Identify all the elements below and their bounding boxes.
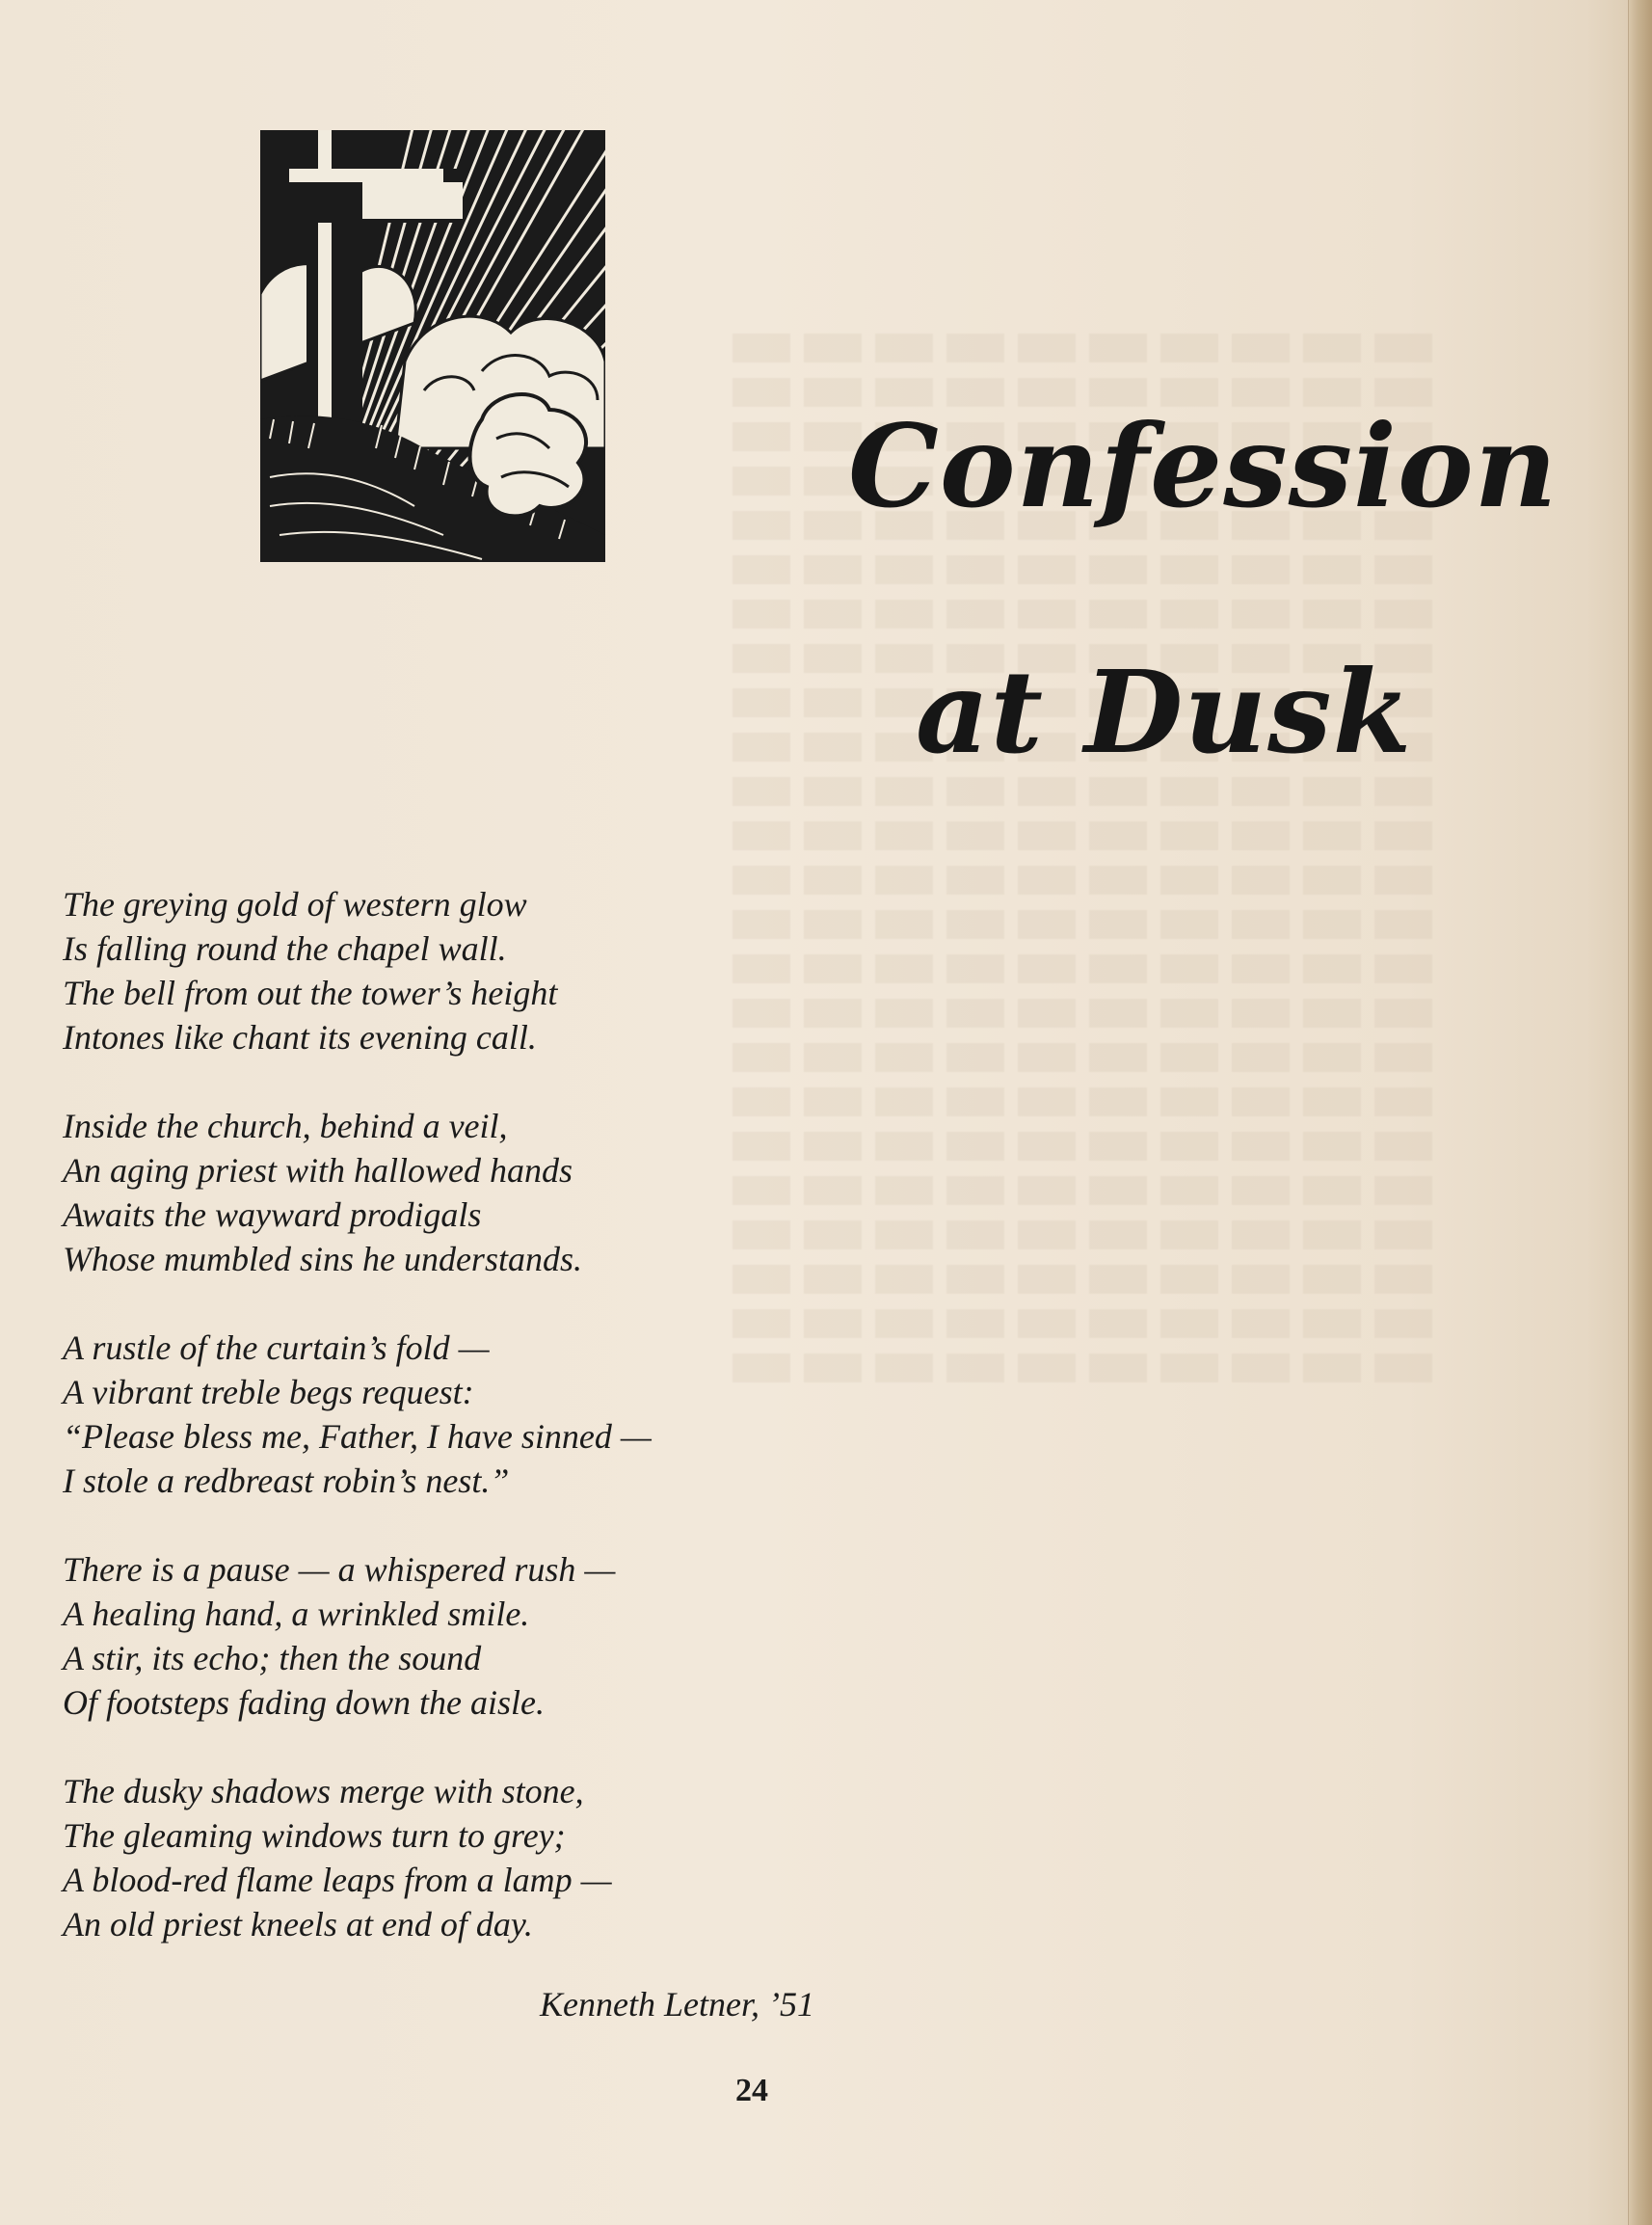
poem-line: I stole a redbreast robin’s nest.”: [63, 1461, 510, 1500]
stanza-4: [63, 1547, 795, 1725]
poem-line: The greying gold of western glow: [63, 885, 527, 924]
poem-line: The dusky shadows merge with stone,: [63, 1772, 584, 1810]
poem-line: Of footsteps fading down the aisle.: [63, 1683, 545, 1722]
poem-line: A stir, its echo; then the sound: [63, 1639, 482, 1677]
poem-line: Whose mumbled sins he understands.: [63, 1240, 582, 1278]
poem-line: The bell from out the tower’s height: [63, 974, 558, 1012]
poem-line: Awaits the wayward prodigals: [63, 1195, 482, 1234]
author-credit: Kenneth Letner, ’51: [540, 1985, 814, 2024]
poem-line: Is falling round the chapel wall.: [63, 929, 507, 968]
stanza-2: [63, 1104, 795, 1281]
poem-line: A healing hand, a wrinkled smile.: [63, 1595, 530, 1633]
poem-line: Inside the church, behind a veil,: [63, 1107, 508, 1145]
poem-line: An aging priest with hallowed hands: [63, 1151, 573, 1190]
poem-line: “Please bless me, Father, I have sinned —: [63, 1417, 652, 1456]
poem-line: There is a pause — a whispered rush —: [63, 1550, 616, 1589]
stanza-1: [63, 882, 795, 1059]
poem-body: [63, 882, 795, 1991]
poem-line: The gleaming windows turn to grey;: [63, 1816, 566, 1855]
cross-woodcut-icon: [260, 130, 605, 562]
page-number: 24: [735, 2073, 768, 2108]
poem-line: Intones like chant its evening call.: [63, 1018, 537, 1057]
binding-edge: [1629, 0, 1652, 2225]
poem-line: A rustle of the curtain’s fold —: [63, 1328, 490, 1367]
title-line-1: Confession: [848, 399, 1559, 533]
stanza-5: [63, 1769, 795, 1946]
cross-illustration: [260, 130, 605, 562]
poem-line: A vibrant treble begs request:: [63, 1373, 474, 1411]
poem-line: A blood-red flame leaps from a lamp —: [63, 1861, 612, 1899]
title-line-2: at Dusk: [916, 645, 1413, 779]
poem-line: An old priest kneels at end of day.: [63, 1905, 533, 1944]
stanza-3: [63, 1326, 795, 1503]
